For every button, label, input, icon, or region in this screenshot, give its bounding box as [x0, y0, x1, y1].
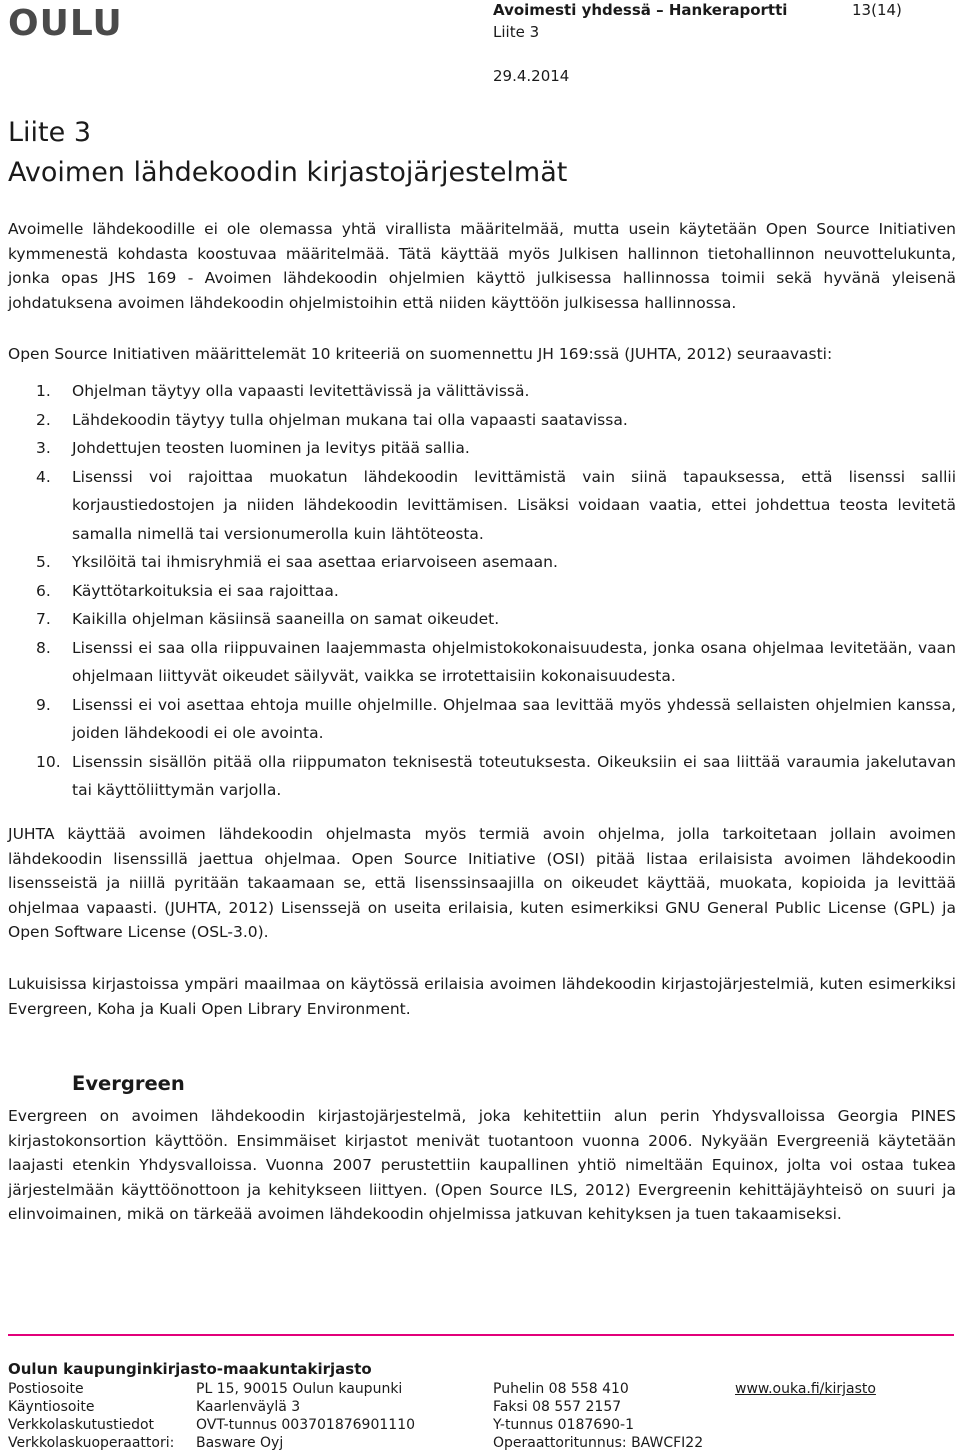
- report-title: Avoimesti yhdessä – Hankeraportti: [493, 1, 788, 19]
- list-text: Lisenssi ei saa olla riippuvainen laajemmasta ohjelmistokokonaisuudesta, jonka osana ohjelmaa levitetään, vaan ohjelmaan liittyvät oikeudet säilyvät, vaikka se irrotettaisiin kokonaisuudesta.: [72, 638, 956, 685]
- list-text: Johdettujen teosten luominen ja levitys pitää sallia.: [72, 439, 470, 457]
- libraries-paragraph: Lukuisissa kirjastoissa ympäri maailmaa on käytössä erilaisia avoimen lähdekoodin kirjastojärjestelmiä, kuten esimerkiksi Evergreen, Koha ja Kuali Open Library Environment.: [8, 975, 956, 1018]
- list-item: [8, 748, 956, 805]
- list-text: Lähdekoodin täytyy tulla ohjelman mukana tai olla vapaasti saatavissa.: [72, 410, 628, 429]
- oulu-logo: OULU: [8, 3, 123, 44]
- footer-label: Verkkolaskutustiedot: [8, 1417, 155, 1433]
- list-text: Lisenssin sisällön pitää olla riippumaton teknisestä toteutuksesta. Oikeuksiin ei saa liittää varaumia jakelutavan tai käyttöliittymän varjolla.: [72, 752, 956, 799]
- footer-fax: Faksi 08 557 2157: [493, 1399, 622, 1415]
- list-number: 3.: [36, 439, 51, 457]
- list-number: 9.: [36, 695, 51, 714]
- footer-label: Verkkolaskuoperaattori:: [8, 1435, 175, 1451]
- footer-value: Basware Oyj: [196, 1435, 284, 1451]
- footer-operator-id: Operaattoritunnus: BAWCFI22: [493, 1435, 704, 1451]
- list-number: 2.: [36, 410, 51, 429]
- list-number: 8.: [36, 638, 51, 657]
- list-text: Käyttötarkoituksia ei saa rajoittaa.: [72, 581, 339, 600]
- footer-divider: [8, 1334, 954, 1336]
- list-item: [8, 548, 956, 577]
- evergreen-heading: Evergreen: [72, 1072, 185, 1095]
- list-number: 5.: [36, 553, 51, 571]
- list-number: 4.: [36, 467, 51, 486]
- footer-organization: Oulun kaupunginkirjasto-maakuntakirjasto: [8, 1360, 372, 1378]
- list-item: [8, 634, 956, 691]
- list-text: Ohjelman täytyy olla vapaasti levitettävissä ja välittävissä.: [72, 382, 530, 400]
- page-title-attachment: Liite 3: [8, 117, 92, 148]
- list-text: Yksilöitä tai ihmisryhmiä ei saa asettaa eriarvoiseen asemaan.: [72, 553, 558, 571]
- criteria-intro: Open Source Initiativen määrittelemät 10 kriteeriä on suomennettu JH 169:ssä (JUHTA, 2012) seuraavasti:: [8, 345, 833, 363]
- page-title: Avoimen lähdekoodin kirjastojärjestelmät: [8, 157, 568, 188]
- list-number: 10.: [36, 752, 61, 771]
- evergreen-paragraph: Evergreen on avoimen lähdekoodin kirjastojärjestelmä, joka kehitettiin alun perin Yhdysvalloissa Georgia PINES kirjastokonsortion käyttöön. Ensimmäiset kirjastot menivät tuotantoon vuonna 2006. Nykyään Evergreeniä käytetään laajasti etenkin Yhdysvalloissa. Vuonna 2007 perustettiin kaupallinen yhtiö nimeltään Equinox, jolta voi ostaa tukea järjestelmään käyttöönottoon ja kehitykseen liittyen. (Open Source ILS, 2012) Evergreenin kehittäjäyhteisö on suuri ja elinvoimainen, mikä on tärkeää avoimen lähdekoodin ohjelmissa jatkuvan kehityksen ja tuen takaamiseksi.: [8, 1107, 956, 1223]
- footer-value: Kaarlenväylä 3: [196, 1399, 301, 1415]
- list-number: 6.: [36, 581, 51, 600]
- list-item: [8, 406, 956, 435]
- footer-phone: Puhelin 08 558 410: [493, 1381, 629, 1397]
- list-number: 7.: [36, 610, 51, 628]
- page-number: 13(14): [852, 1, 902, 19]
- attachment-label: Liite 3: [493, 23, 540, 41]
- footer-website-link[interactable]: www.ouka.fi/kirjasto: [735, 1381, 876, 1397]
- footer-label: Postiosoite: [8, 1381, 84, 1397]
- report-date: 29.4.2014: [493, 67, 570, 85]
- footer-value: OVT-tunnus 003701876901110: [196, 1417, 416, 1433]
- list-text: Lisenssi voi rajoittaa muokatun lähdekoodin levittämistä vain siinä tapauksessa, että lisenssi sallii korjaustiedostojen ja niiden lähdekoodin levittämisen. Lisäksi voidaan vaatia, ettei johdettua teosta levitetä samalla nimellä tai versionumerolla kuin lähtöteosta.: [72, 467, 956, 543]
- list-item: [8, 463, 956, 549]
- criteria-list: [8, 377, 956, 805]
- footer-business-id: Y-tunnus 0187690-1: [493, 1417, 634, 1433]
- list-item: [8, 577, 956, 606]
- list-item: [8, 377, 956, 406]
- intro-paragraph: Avoimelle lähdekoodille ei ole olemassa yhtä virallista määritelmää, mutta usein käytetään Open Source Initiativen kymmenestä kohdasta koostuvaa määritelmää. Tätä käyttää myös Julkisen hallinnon tietohallinnon neuvottelukunta, jonka opas JHS 169 - Avoimen lähdekoodin ohjelmien käyttö julkisessa hallinnossa toimii sekä hyvänä yleisenä johdatuksena avoimen lähdekoodin ohjelmistoihin että niiden käyttöön julkisessa hallinnossa.: [8, 220, 956, 312]
- list-text: Kaikilla ohjelman käsiinsä saaneilla on samat oikeudet.: [72, 610, 500, 628]
- footer-label: Käyntiosoite: [8, 1399, 95, 1415]
- list-item: [8, 434, 956, 463]
- list-item: [8, 691, 956, 748]
- list-number: 1.: [36, 382, 51, 400]
- footer-value: PL 15, 90015 Oulun kaupunki: [196, 1381, 403, 1397]
- list-text: Lisenssi ei voi asettaa ehtoja muille ohjelmille. Ohjelmaa saa levittää myös yhdessä sellaisten ohjelmien kanssa, joiden lähdekoodi ei ole avointa.: [72, 695, 956, 742]
- list-item: [8, 605, 956, 634]
- juhta-paragraph: JUHTA käyttää avoimen lähdekoodin ohjelmasta myös termiä avoin ohjelma, jolla tarkoitetaan jollain avoimen lähdekoodin lisenssillä jaettua ohjelmaa. Open Source Initiative (OSI) pitää listaa erilaisista avoimen lähdekoodin lisensseistä ja niillä pyritään takaamaan se, että lisenssinsaajilla on oikeudet käyttää, muokata, kopioida ja levittää ohjelmaa vapaasti. (JUHTA, 2012) Lisenssejä on useita erilaisia, kuten esimerkiksi GNU General Public License (GPL) ja Open Software License (OSL-3.0).: [8, 825, 956, 941]
